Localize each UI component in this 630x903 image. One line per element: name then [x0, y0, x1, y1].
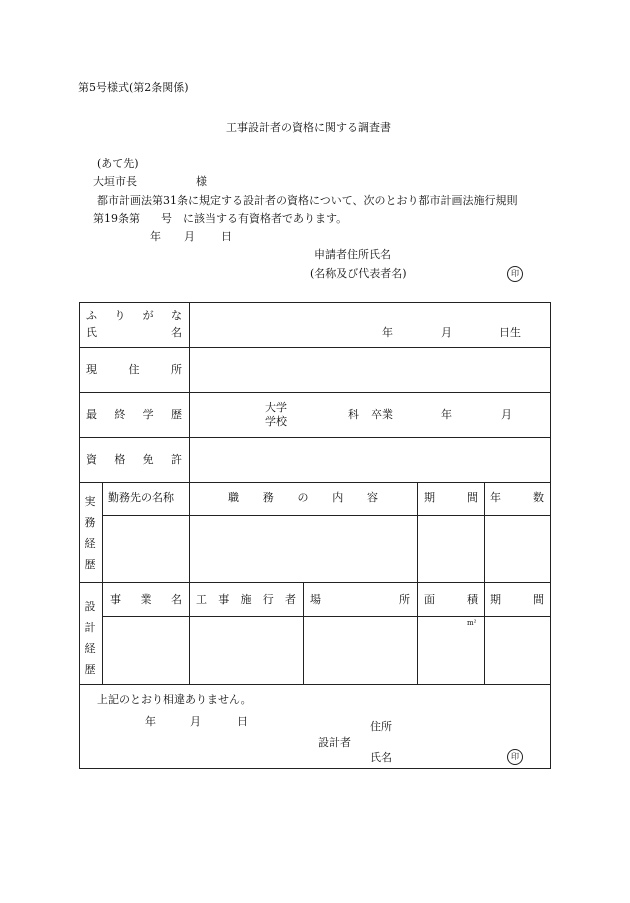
school-label: 学校 [265, 415, 287, 428]
certify-statement: 上記のとおり相違ありません。 [97, 693, 252, 706]
applicant-address-name: 申請者住所氏名 [314, 248, 391, 261]
name-label: 氏 名 [86, 326, 182, 339]
body-line-1: 都市計画法第31条に規定する設計者の資格について、次のとおり都市計画法施行規則 [97, 194, 518, 207]
project-header: 事 業 名 [110, 593, 182, 606]
faculty-label: 科 [348, 408, 359, 421]
contractor-header: 工 事 施 行 者 [196, 593, 296, 606]
form-id: 第5号様式(第2条関係) [78, 81, 189, 94]
date-month: 月 [184, 230, 195, 243]
design-label: 設 計 経 歴 [84, 600, 96, 676]
area-unit: m² [467, 619, 477, 627]
address-label: 現 住 所 [86, 363, 182, 376]
applicant-representative: (名称及び代表者名) [310, 267, 407, 280]
body-line-2c: に該当する有資格者であります。 [183, 212, 348, 225]
seal-mark: 印 [507, 266, 523, 282]
graduated-label: 卒業 [371, 408, 393, 421]
education-label: 最 終 学 歴 [86, 408, 182, 421]
footer-name: 氏名 [370, 751, 392, 764]
footer-designer: 設計者 [318, 736, 351, 749]
date-day: 日 [221, 230, 232, 243]
footer-year: 年 [145, 715, 156, 728]
page-title: 工事設計者の資格に関する調査書 [226, 121, 391, 134]
footer-seal-mark: 印 [507, 749, 523, 765]
period-header: 期 間 [424, 491, 478, 504]
employer-header: 勤務先の名称 [108, 491, 174, 504]
practice-label: 実 務 経 歴 [84, 495, 96, 571]
university-label: 大学 [265, 401, 287, 414]
place-header: 場 所 [310, 593, 410, 606]
mayor-label: 大垣市長 [93, 175, 137, 188]
area-header: 面 積 [424, 593, 478, 606]
footer-month: 月 [190, 715, 201, 728]
design-period-header: 期 間 [490, 593, 544, 606]
body-line-2b: 号 [161, 212, 172, 225]
edu-month: 月 [501, 408, 512, 421]
birth-month: 月 [441, 326, 452, 339]
duty-header: 職 務 の 内 容 [228, 491, 378, 504]
honorific: 様 [196, 175, 207, 188]
license-label: 資 格 免 許 [86, 453, 182, 466]
furigana-label: ふ り が な [86, 309, 182, 322]
birth-year: 年 [382, 326, 393, 339]
birth-day: 日生 [499, 326, 521, 339]
body-line-2a: 第19条第 [93, 212, 140, 225]
footer-address: 住所 [370, 720, 392, 733]
footer-day: 日 [237, 715, 248, 728]
addressee-label: (あて先) [97, 157, 139, 170]
edu-year: 年 [441, 408, 452, 421]
years-header: 年 数 [490, 491, 544, 504]
date-year: 年 [150, 230, 161, 243]
